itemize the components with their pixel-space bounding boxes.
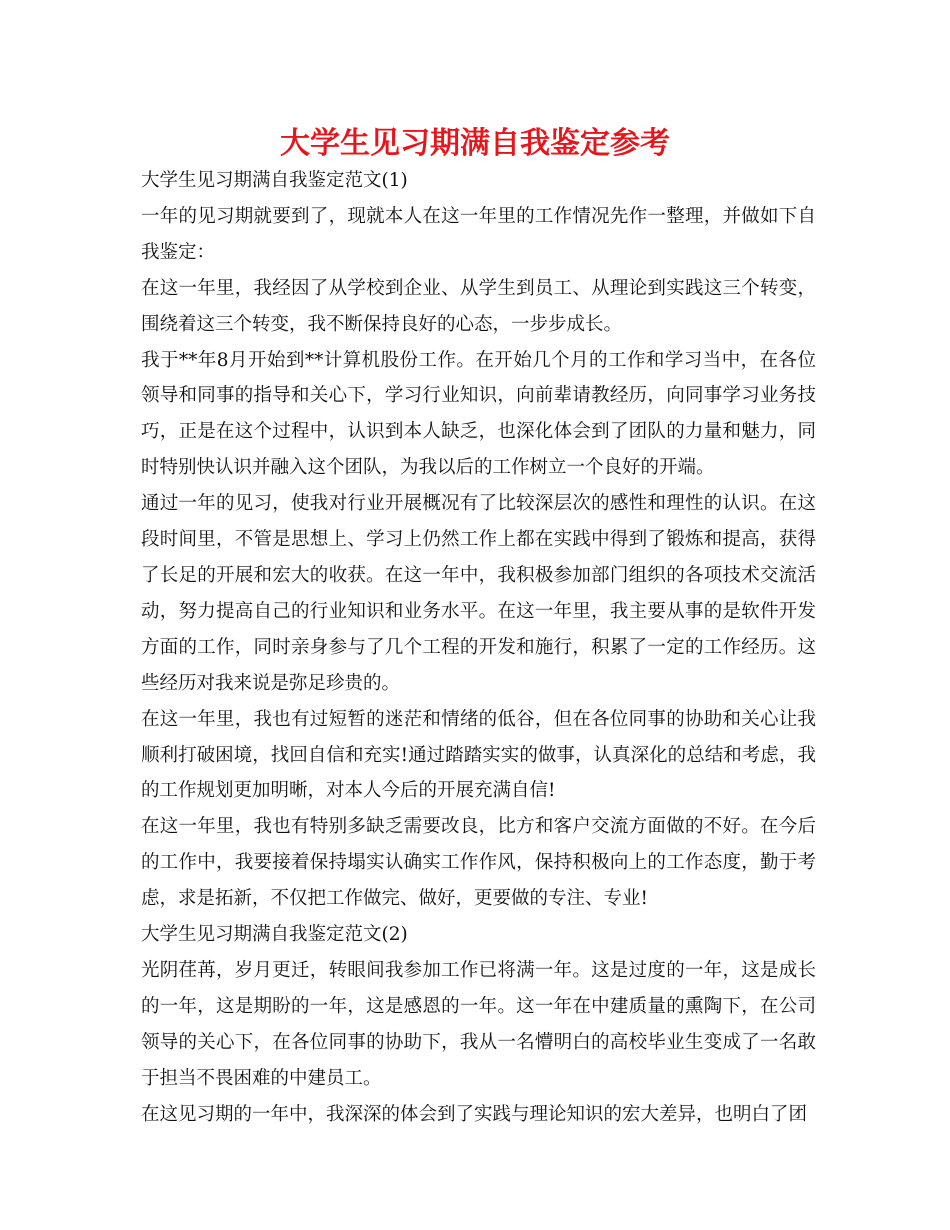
paragraph: 在这见习期的一年中，我深深的体会到了实践与理论知识的宏大差异，也明白了团 bbox=[141, 1103, 808, 1125]
paragraph: 在这一年里，我经因了从学校到企业、从学生到员工、从理论到实践这三个转变，围绕着这三个转变，我不断保持良好的心态，一步步成长。 bbox=[141, 277, 816, 335]
document-title: 大学生见习期满自我鉴定参考 bbox=[280, 126, 670, 161]
section-heading-1: 大学生见习期满自我鉴定范文(1) bbox=[141, 170, 408, 191]
paragraph: 我于**年8月开始到**计算机股份工作。在开始几个月的工作和学习当中，在各位领导和同事的指导和关心下，学习行业知识，向前辈请教经历，向同事学习业务技巧，正是在这个过程中，认识到本人缺乏，也深化体会到了团队的力量和魅力，同时特别快认识并融入这个团队，为我以后的工作树立一个良好的开端。 bbox=[141, 349, 816, 479]
paragraph: 在这一年里，我也有特别多缺乏需要改良，比方和客户交流方面做的不好。在今后的工作中，我要接着保持塌实认确实工作作风，保持积极向上的工作态度，勤于考虑，求是拓新，不仅把工作做完、做好，更要做的专注、专业! bbox=[141, 816, 816, 910]
paragraph: 通过一年的见习，使我对行业开展概况有了比较深层次的感性和理性的认识。在这段时间里，不管是思想上、学习上仍然工作上都在实践中得到了锻炼和提高，获得了长足的开展和宏大的收获。在这一年中，我积极参加部门组织的各项技术交流活动，努力提高自己的行业知识和业务水平。在这一年里，我主要从事的是软件开发方面的工作，同时亲身参与了几个工程的开发和施行，积累了一定的工作经历。这些经历对我来说是弥足珍贵的。 bbox=[141, 493, 816, 694]
section-heading-2: 大学生见习期满自我鉴定范文(2) bbox=[141, 924, 408, 946]
paragraph: 在这一年里，我也有过短暂的迷茫和情绪的低谷，但在各位同事的协助和关心让我顺利打破困境，找回自信和充实!通过踏踏实实的做事，认真深化的总结和考虑，我的工作规划更加明晰，对本人今后的开展充满自信! bbox=[141, 708, 816, 802]
paragraph: 光阴荏苒，岁月更迁，转眼间我参加工作已将满一年。这是过度的一年，这是成长的一年，这是期盼的一年，这是感恩的一年。这一年在中建质量的熏陶下，在公司领导的关心下，在各位同事的协助下，我从一名懵明白的高校毕业生变成了一名敢于担当不畏困难的中建员工。 bbox=[141, 959, 816, 1089]
document-body bbox=[141, 163, 816, 1132]
paragraph: 一年的见习期就要到了，现就本人在这一年里的工作情况先作一整理，并做如下自我鉴定： bbox=[141, 205, 816, 263]
